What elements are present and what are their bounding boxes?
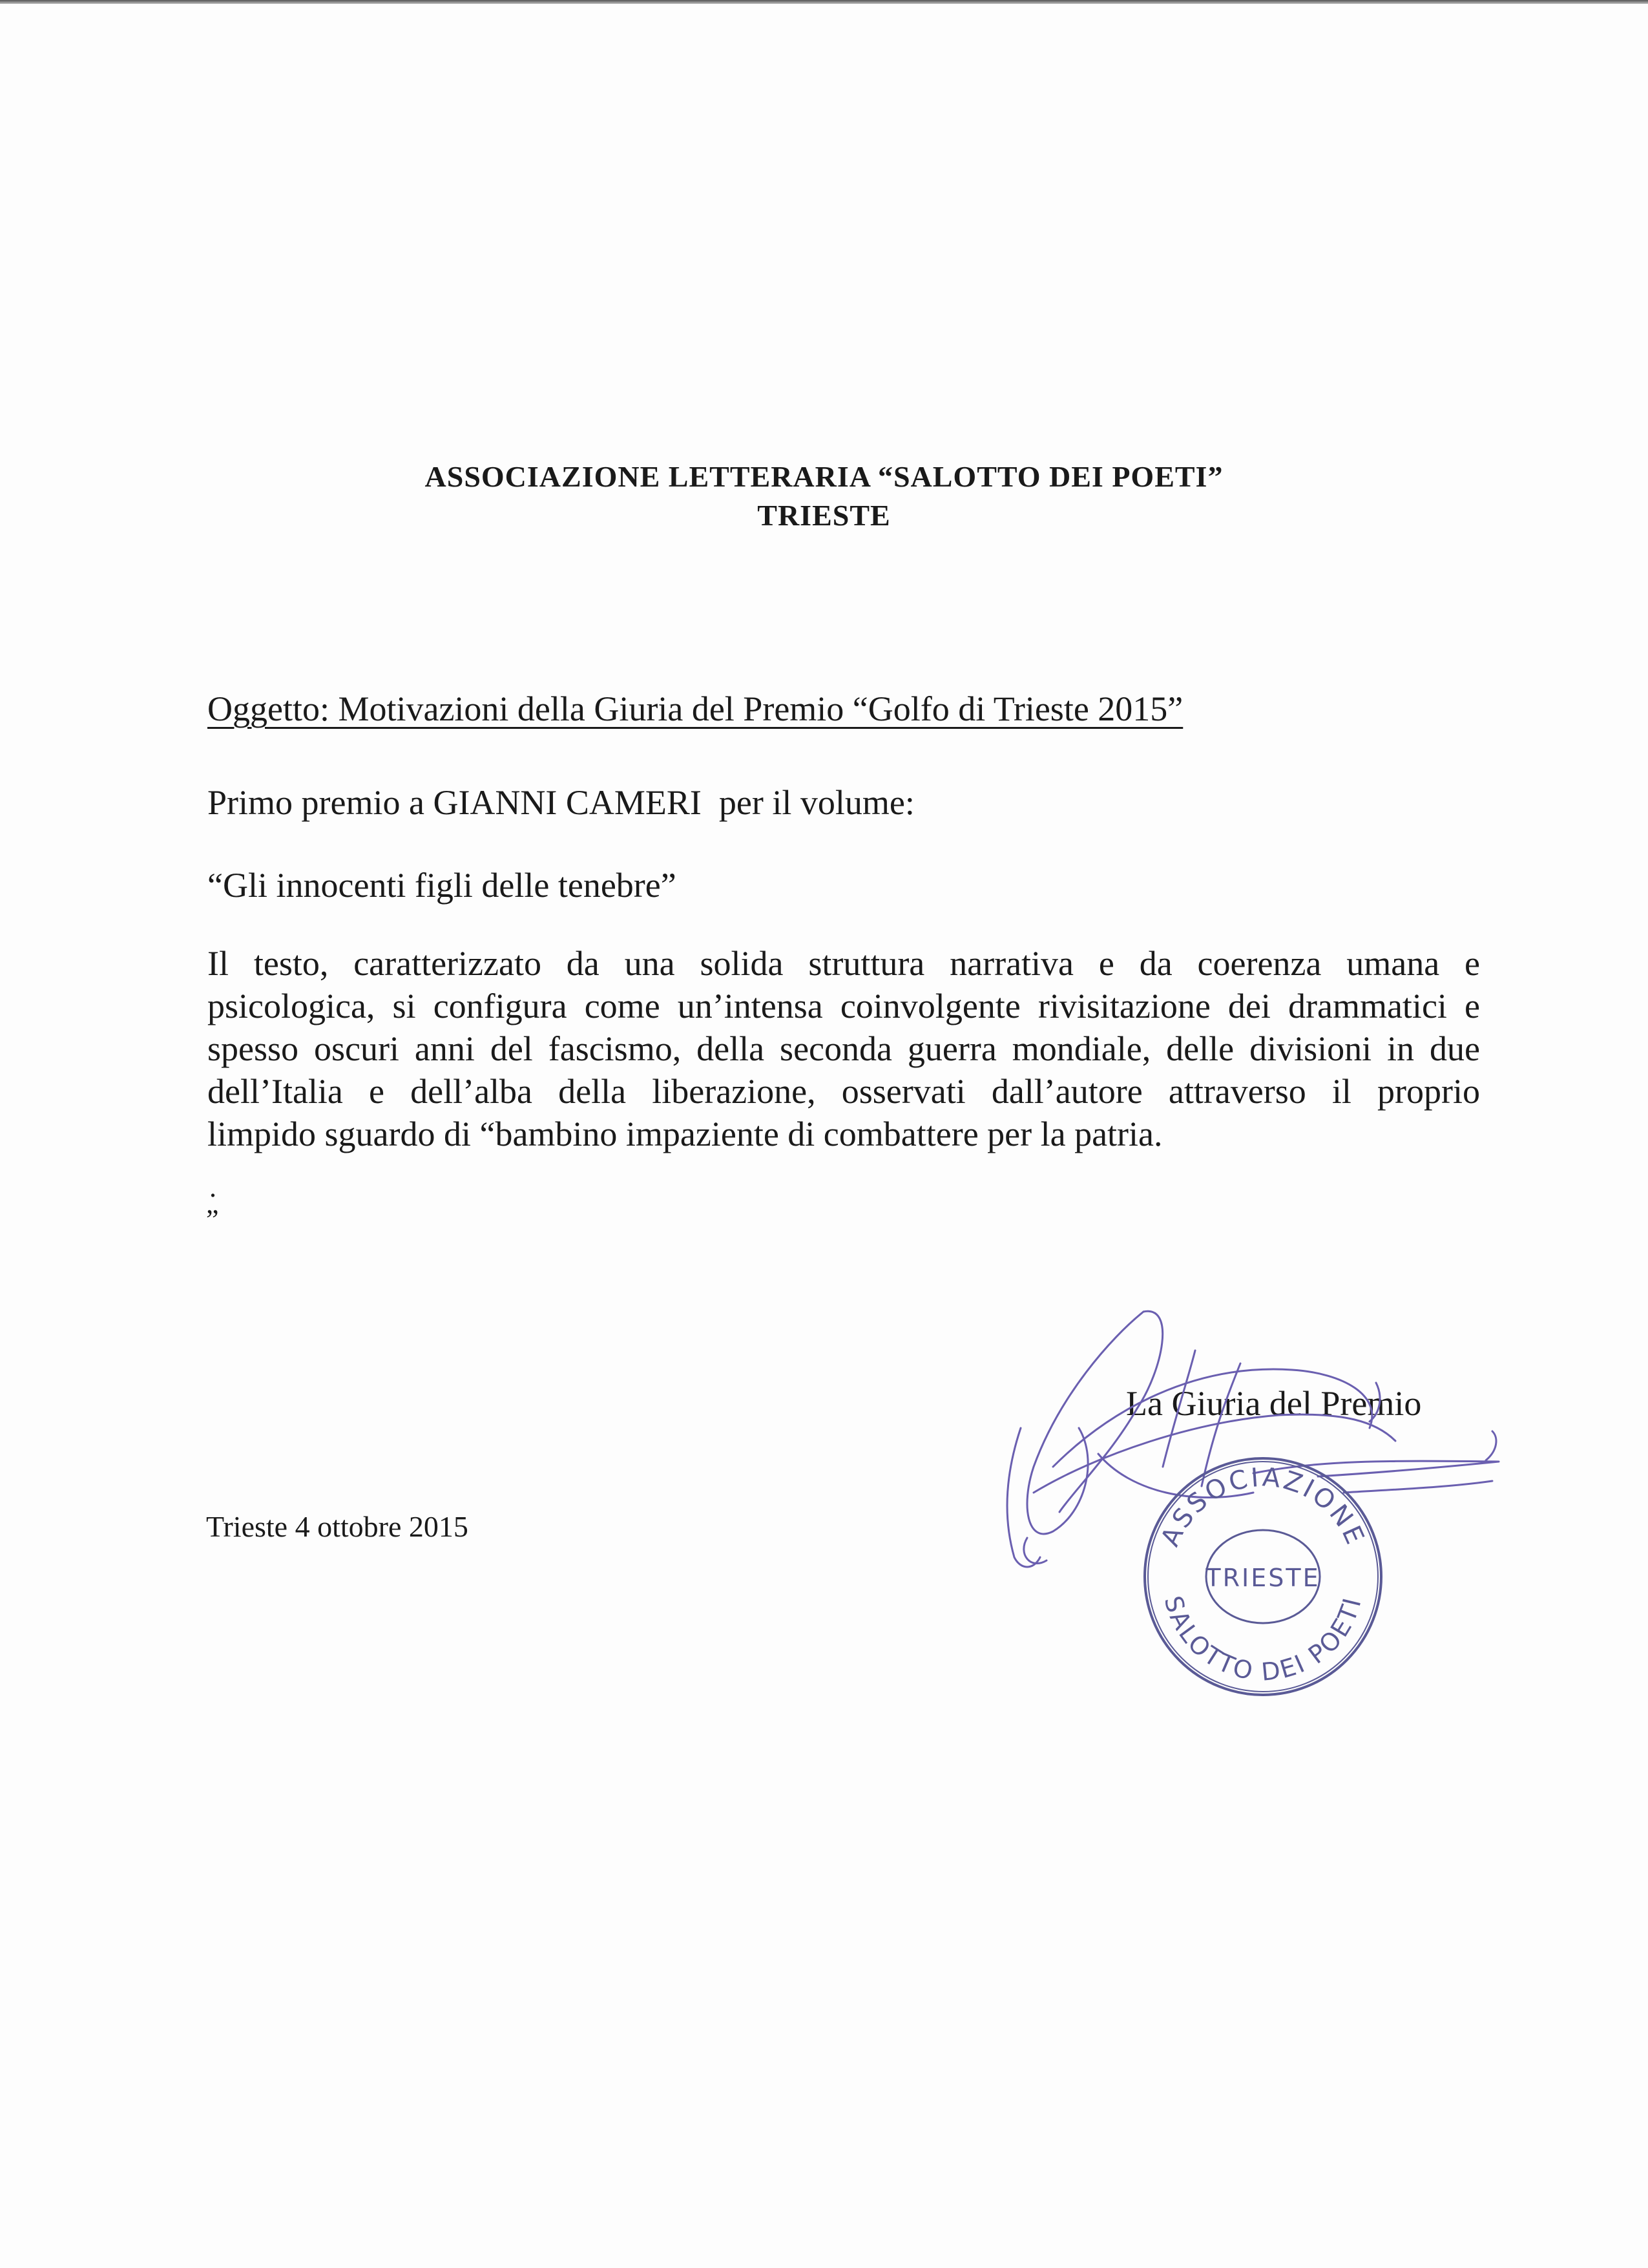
svg-text:ASSOCIAZIONE xyxy=(1155,1462,1370,1551)
stamp-bottom-text: SALOTTO DEI POETI xyxy=(1158,1593,1368,1686)
motivation-paragraph xyxy=(207,942,1480,1155)
subject-line: Oggetto: Motivazioni della Giuria del Premio “Golfo di Trieste 2015” xyxy=(207,689,1184,728)
stamp-top-text: ASSOCIAZIONE xyxy=(1155,1462,1371,1551)
paragraph-line: spesso oscuri anni del fascismo, della seconda guerra mondiale, delle divisioni in due xyxy=(207,1029,1480,1068)
letterhead xyxy=(0,457,1648,535)
book-title: “Gli innocenti figli delle tenebre” xyxy=(207,866,676,905)
scan-top-edge xyxy=(0,0,1648,4)
association-stamp xyxy=(1137,1451,1389,1703)
paragraph-line: limpido sguardo di “bambino impaziente di combattere per la patria. xyxy=(207,1115,1163,1153)
paragraph-line: psicologica, si configura come un’intensa coinvolgente rivisitazione dei drammatici e xyxy=(207,987,1480,1025)
stray-dot: . xyxy=(209,1171,216,1203)
association-city: TRIESTE xyxy=(757,499,891,532)
association-name: ASSOCIAZIONE LETTERARIA “SALOTTO DEI POETI” xyxy=(424,460,1224,493)
stamp-center-text: TRIESTE xyxy=(1205,1564,1320,1592)
date-line: Trieste 4 ottobre 2015 xyxy=(206,1510,468,1543)
paragraph-line: dell’Italia e dell’alba della liberazione, osservati dall’autore attraverso il proprio xyxy=(207,1072,1480,1111)
svg-text:SALOTTO DEI POETI xyxy=(1159,1593,1367,1686)
paragraph-line: Il testo, caratterizzato da una solida struttura narrativa e da coerenza umana e xyxy=(207,944,1480,983)
stray-closing-quote: ” xyxy=(206,1204,219,1235)
jury-signature-label: La Giuria del Premio xyxy=(1126,1384,1422,1423)
prize-line: Primo premio a GIANNI CAMERI per il volume: xyxy=(207,783,915,822)
